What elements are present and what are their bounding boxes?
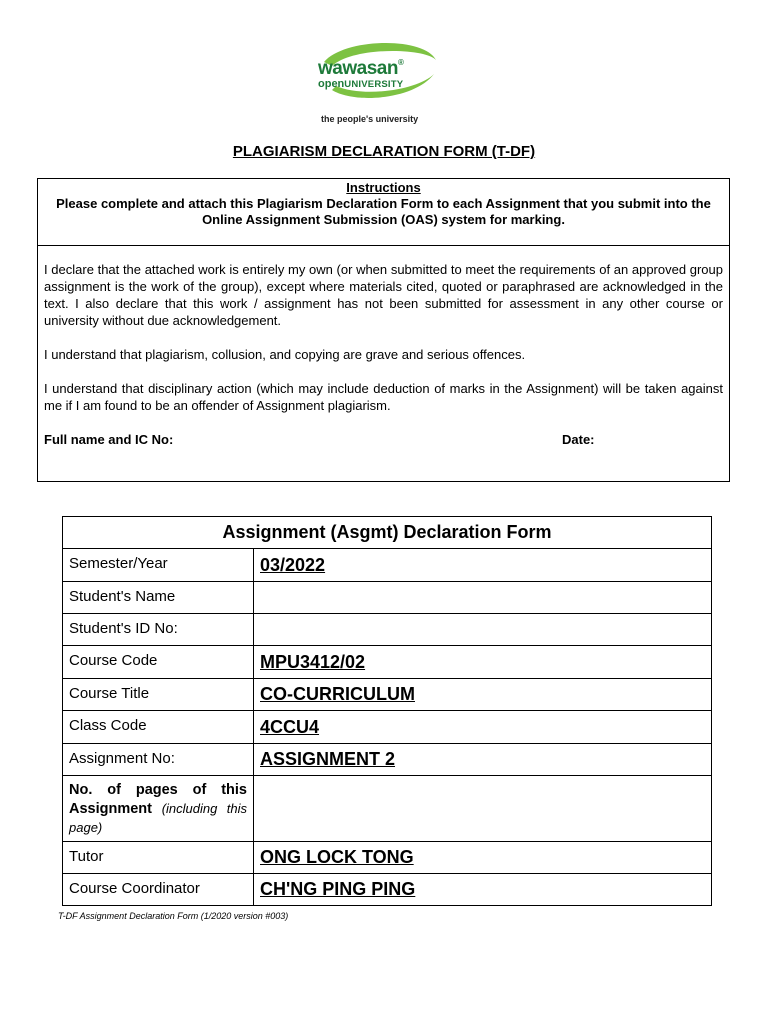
row-value: ONG LOCK TONG bbox=[254, 842, 712, 874]
row-label: Course Coordinator bbox=[63, 874, 254, 906]
table-row bbox=[63, 744, 712, 776]
row-value: CH'NG PING PING bbox=[254, 874, 712, 906]
instructions-header bbox=[38, 179, 729, 246]
row-label: Course Code bbox=[63, 646, 254, 679]
full-name-label: Full name and IC No: bbox=[44, 432, 174, 447]
university-logo bbox=[314, 40, 444, 130]
table-row bbox=[63, 842, 712, 874]
row-value: ASSIGNMENT 2 bbox=[254, 744, 712, 776]
table-row bbox=[63, 776, 712, 842]
row-label: Tutor bbox=[63, 842, 254, 874]
row-value bbox=[254, 614, 712, 646]
form-footer: T-DF Assignment Declaration Form (1/2020 version #003) bbox=[58, 911, 289, 921]
assignment-declaration-table bbox=[62, 516, 712, 906]
declaration-paragraph-1: I declare that the attached work is entirely my own (or when submitted to meet the requirements of an approved group assignment is the work of the group), except where materials cited, quoted or paraphrased are acknowledged in the text. I also declare that this work / assignment has not been submitted for assessment in any other course or university without due acknowledgement. bbox=[44, 262, 723, 328]
table-row bbox=[63, 874, 712, 906]
declaration-paragraph-3: I understand that disciplinary action (which may include deduction of marks in the Assignment) will be taken against me if I am found to be an offender of Assignment plagiarism. bbox=[44, 381, 723, 413]
declaration-table-heading: Assignment (Asgmt) Declaration Form bbox=[63, 517, 712, 549]
instructions-text: Please complete and attach this Plagiarism Declaration Form to each Assignment that you submit into the Online Assignment Submission (OAS) system for marking. bbox=[56, 196, 711, 227]
pages-count-value bbox=[254, 776, 712, 842]
logo-wordmark: wawasan® bbox=[318, 58, 404, 79]
row-label: Semester/Year bbox=[63, 549, 254, 582]
row-value: 4CCU4 bbox=[254, 711, 712, 744]
table-row bbox=[63, 646, 712, 679]
table-row bbox=[63, 582, 712, 614]
row-value bbox=[254, 582, 712, 614]
signature-line bbox=[44, 431, 723, 448]
form-title: PLAGIARISM DECLARATION FORM (T-DF) bbox=[232, 143, 536, 160]
logo-subwordmark: openUNIVERSITY bbox=[318, 78, 404, 90]
pages-count-label: No. of pages of this Assignment (including this page) bbox=[63, 776, 254, 842]
row-label: Class Code bbox=[63, 711, 254, 744]
table-row bbox=[63, 614, 712, 646]
row-value: CO-CURRICULUM bbox=[254, 679, 712, 711]
date-label: Date: bbox=[562, 432, 595, 447]
table-row bbox=[63, 711, 712, 744]
row-label: Student's Name bbox=[63, 582, 254, 614]
row-label: Assignment No: bbox=[63, 744, 254, 776]
row-label: Course Title bbox=[63, 679, 254, 711]
row-value: 03/2022 bbox=[254, 549, 712, 582]
logo-tagline: the people's university bbox=[321, 114, 419, 124]
row-label: Student's ID No: bbox=[63, 614, 254, 646]
instructions-heading: Instructions bbox=[346, 180, 421, 195]
declaration-body bbox=[38, 246, 729, 448]
table-row bbox=[63, 549, 712, 582]
table-row bbox=[63, 679, 712, 711]
plagiarism-declaration-box bbox=[37, 178, 730, 482]
row-value: MPU3412/02 bbox=[254, 646, 712, 679]
declaration-paragraph-2: I understand that plagiarism, collusion, and copying are grave and serious offences. bbox=[44, 347, 526, 362]
